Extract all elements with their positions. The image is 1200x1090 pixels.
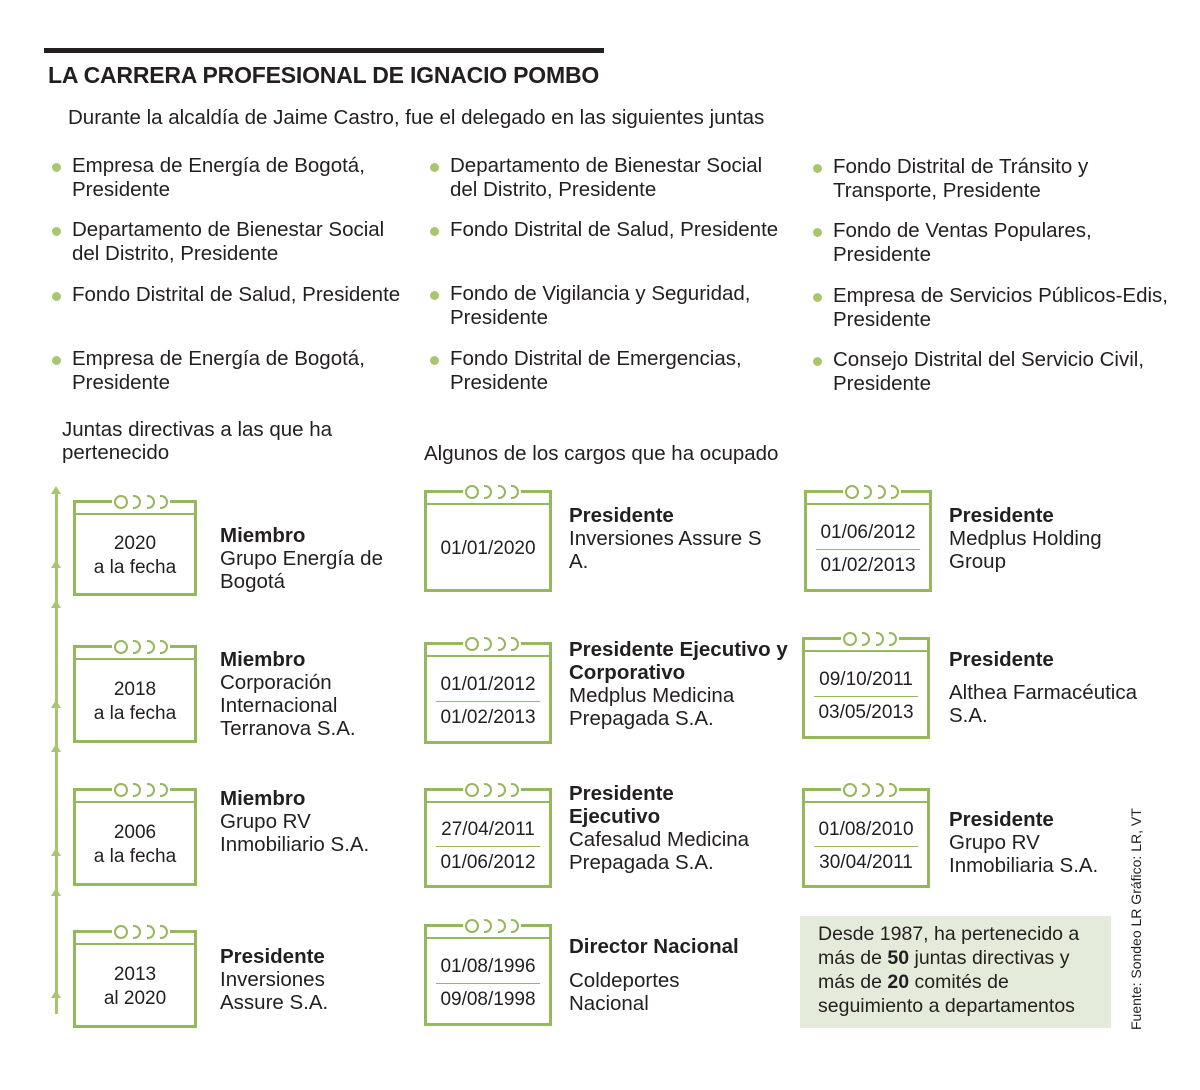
calendar-rings	[463, 779, 521, 801]
bullet-dot-icon	[813, 164, 822, 173]
calendar-icon: 2018 a la fecha	[73, 645, 197, 743]
calendar-icon: 01/06/2012 01/02/2013	[804, 490, 932, 592]
summary-note: Desde 1987, ha pertenecido a más de 50 juntas directivas y más de 20 comités de seguimiento a departamentos	[800, 916, 1111, 1028]
calendar-icon: 27/04/2011 01/06/2012	[424, 788, 552, 888]
junta-label: Miembro Corporación Internacional Terranova S.A.	[220, 648, 356, 740]
junta-label: Presidente Inversiones Assure S.A.	[220, 945, 329, 1014]
calendar-rings	[112, 779, 170, 801]
arrow-up-icon	[51, 888, 61, 896]
cargo-label: Presidente Ejecutivo y Corporativo Medplus Medicina Prepagada S.A.	[569, 638, 788, 730]
calendar-icon: 09/10/2011 03/05/2013	[802, 637, 930, 739]
calendar-rings	[463, 915, 521, 937]
arrow-up-icon	[51, 990, 61, 998]
calendar-icon: 01/08/1996 09/08/1998	[424, 924, 552, 1026]
page-subtitle: Durante la alcaldía de Jaime Castro, fue el delegado en las siguientes juntas	[68, 106, 765, 129]
bullet-dot-icon	[813, 293, 822, 302]
bullet-dot-icon	[813, 228, 822, 237]
calendar-rings	[112, 491, 170, 513]
calendar-icon: 2013 al 2020	[73, 930, 197, 1028]
bullet-dot-icon	[52, 292, 61, 301]
bullet-dot-icon	[430, 356, 439, 365]
title-rule	[44, 48, 604, 53]
bullet-dot-icon	[52, 227, 61, 236]
cargos-heading: Algunos de los cargos que ha ocupado	[424, 442, 779, 465]
arrow-up-icon	[51, 560, 61, 568]
juntas-heading: Juntas directivas a las que ha pertenecido	[62, 418, 333, 464]
calendar-rings	[841, 779, 899, 801]
arrow-up-icon	[51, 700, 61, 708]
calendar-icon: 01/01/2020	[424, 490, 552, 592]
source-credit: Fuente: Sondeo LR Gráfico: LR, VT	[1128, 808, 1144, 1030]
bullet-dot-icon	[52, 163, 61, 172]
bullet-dot-icon	[430, 291, 439, 300]
bullet-dot-icon	[813, 357, 822, 366]
bullet-dot-icon	[430, 227, 439, 236]
timeline-line	[55, 492, 58, 1014]
calendar-icon: 2006 a la fecha	[73, 788, 197, 886]
cargo-label: Presidente Inversiones Assure S A.	[569, 504, 762, 573]
calendar-rings	[112, 636, 170, 658]
calendar-rings	[463, 481, 521, 503]
arrow-up-icon	[51, 486, 61, 494]
arrow-up-icon	[51, 600, 61, 608]
calendar-icon: 2020 a la fecha	[73, 500, 197, 596]
arrow-up-icon	[51, 744, 61, 752]
calendar-rings	[841, 628, 899, 650]
calendar-icon: 01/01/2012 01/02/2013	[424, 642, 552, 744]
arrow-up-icon	[51, 848, 61, 856]
cargo-label: Director Nacional Coldeportes Nacional	[569, 935, 739, 1015]
cargo-label: Presidente Ejecutivo Cafesalud Medicina Prepagada S.A.	[569, 782, 750, 874]
calendar-rings	[112, 921, 170, 943]
cargo-label: Presidente Althea Farmacéutica S.A.	[949, 648, 1138, 727]
calendar-rings	[843, 481, 901, 503]
cargo-label: Presidente Medplus Holding Group	[949, 504, 1102, 573]
junta-label: Miembro Grupo RV Inmobiliario S.A.	[220, 787, 370, 856]
junta-label: Miembro Grupo Energía de Bogotá	[220, 524, 383, 593]
calendar-rings	[463, 633, 521, 655]
page-title: LA CARRERA PROFESIONAL DE IGNACIO POMBO	[48, 62, 600, 88]
bullet-dot-icon	[430, 163, 439, 172]
calendar-icon: 01/08/2010 30/04/2011	[802, 788, 930, 888]
cargo-label: Presidente Grupo RV Inmobiliaria S.A.	[949, 808, 1099, 877]
bullet-dot-icon	[52, 356, 61, 365]
